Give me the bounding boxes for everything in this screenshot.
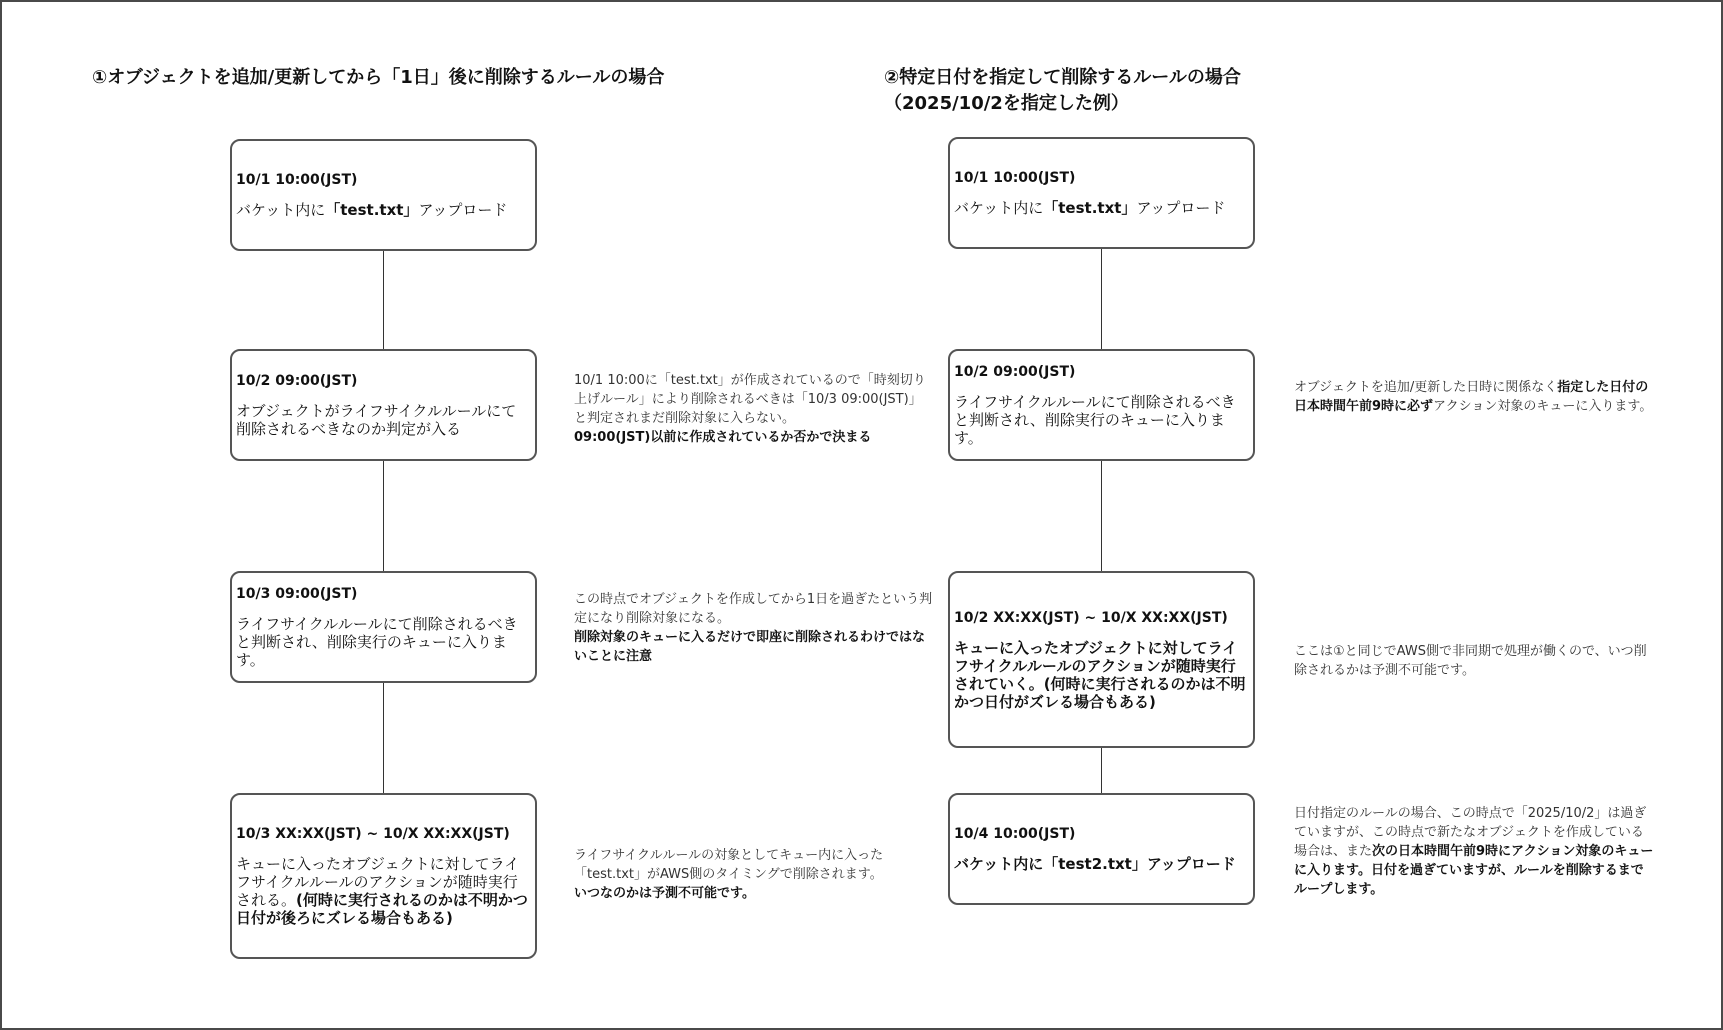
note-emphasis: 次の日本時間午前9時にアクション対象のキューに入ります。日付を過ぎていますが、ルールを削除するまでループします。 (1294, 844, 1654, 897)
step-description: バケット内に「test2.txt」アップロード (954, 855, 1236, 873)
desc-text: アップロード (1136, 199, 1226, 217)
step-time: 10/2 09:00(JST) (236, 373, 358, 389)
connector-line (383, 250, 384, 350)
s1-step-2-box (230, 349, 537, 461)
step-description: ライフサイクルルールにて削除されるべきと判断され、削除実行のキューに入ります。 (954, 393, 1236, 447)
step-time: 10/1 10:00(JST) (954, 170, 1076, 186)
note-text: ここは①と同じでAWS側で非同期で処理が働くので、いつ削除されるかは予測不可能です。 (1294, 644, 1647, 678)
s2-note-1 (1294, 378, 1654, 416)
section2-title (884, 65, 1241, 117)
step-description (236, 201, 531, 219)
note-text: アクション対象のキューに入ります。 (1433, 399, 1653, 414)
s2-note-3 (1294, 804, 1654, 899)
desc-emphasis: (何時に実行されるのかは不明かつ日付が後ろにズレる場合もある) (236, 891, 528, 927)
step-time: 10/2 09:00(JST) (954, 364, 1076, 380)
s1-note-2 (574, 590, 934, 666)
step-description: キューに入ったオブジェクトに対してライフサイクルルールのアクションが随時実行されていく。(何時に実行されるのかは不明かつ日付がズレる場合もある) (954, 638, 1246, 711)
s1-note-3 (574, 846, 934, 903)
desc-text: バケット内に (236, 201, 326, 219)
note-text: ライフサイクルルールの対象としてキュー内に入った「test.txt」がAWS側のタイミングで削除されます。 (574, 848, 884, 882)
note-emphasis: 指定した日付の日本時間午前9時に必ず (1294, 380, 1649, 414)
step-description: オブジェクトがライフサイクルルールにて削除されるべきなのか判定が入る (236, 402, 517, 438)
desc-text: バケット内に (954, 199, 1044, 217)
s2-note-2 (1294, 642, 1654, 680)
connector-line (1101, 459, 1102, 572)
desc-text: キューに入ったオブジェクトに対してライフサイクルルールのアクションが随時実行される。 (236, 855, 520, 909)
connector-line (383, 459, 384, 572)
s2-step-2-box (948, 349, 1255, 461)
note-emphasis: 09:00(JST)以前に作成されているか否かで決まる (574, 430, 872, 445)
s2-step-3-box (948, 571, 1255, 748)
s1-note-1 (574, 371, 934, 447)
s2-step-1-box (948, 137, 1255, 249)
filename-highlight: 「test.txt」 (325, 201, 419, 219)
step-time: 10/2 XX:XX(JST) ~ 10/X XX:XX(JST) (954, 609, 1228, 626)
note-emphasis: 削除対象のキューに入るだけで即座に削除されるわけではないことに注意 (574, 630, 926, 664)
section1-title: ①オブジェクトを追加/更新してから「1日」後に削除するルールの場合 (92, 67, 665, 88)
step-description (236, 855, 531, 927)
s1-step-3-box (230, 571, 537, 683)
note-emphasis: いつなのかは予測不可能です。 (574, 886, 755, 901)
filename-highlight: 「test.txt」 (1043, 199, 1137, 217)
connector-line (383, 681, 384, 794)
connector-line (1101, 248, 1102, 350)
s1-step-4-box (230, 793, 537, 959)
section2-title-line2: （2025/10/2を指定した例） (884, 93, 1129, 114)
s2-step-4-box (948, 793, 1255, 905)
note-text: 10/1 10:00に「test.txt」が作成されているので「時刻切り上げルール」により削除されるべきは「10/3 09:00(JST)」と判定されまだ削除対象に入らない。 (574, 373, 926, 426)
note-text: この時点でオブジェクトを作成してから1日を過ぎたという判定になり削除対象になる。 (574, 592, 933, 626)
s1-step-1-box (230, 139, 537, 251)
step-description (954, 199, 1249, 217)
step-time: 10/3 XX:XX(JST) ~ 10/X XX:XX(JST) (236, 826, 510, 842)
step-time: 10/3 09:00(JST) (236, 586, 358, 602)
note-text: オブジェクトを追加/更新した日時に関係なく (1294, 380, 1558, 395)
connector-line (1101, 746, 1102, 794)
note-text: 日付指定のルールの場合、この時点で「2025/10/2」は過ぎていますが、この時点で新たなオブジェクトを作成している場合は、また (1294, 806, 1647, 859)
step-time: 10/1 10:00(JST) (236, 172, 358, 188)
step-time: 10/4 10:00(JST) (954, 826, 1076, 842)
step-description: ライフサイクルルールにて削除されるべきと判断され、削除実行のキューに入ります。 (236, 615, 518, 669)
desc-text: アップロード (418, 201, 508, 219)
section2-title-line1: ②特定日付を指定して削除するルールの場合 (884, 67, 1241, 88)
